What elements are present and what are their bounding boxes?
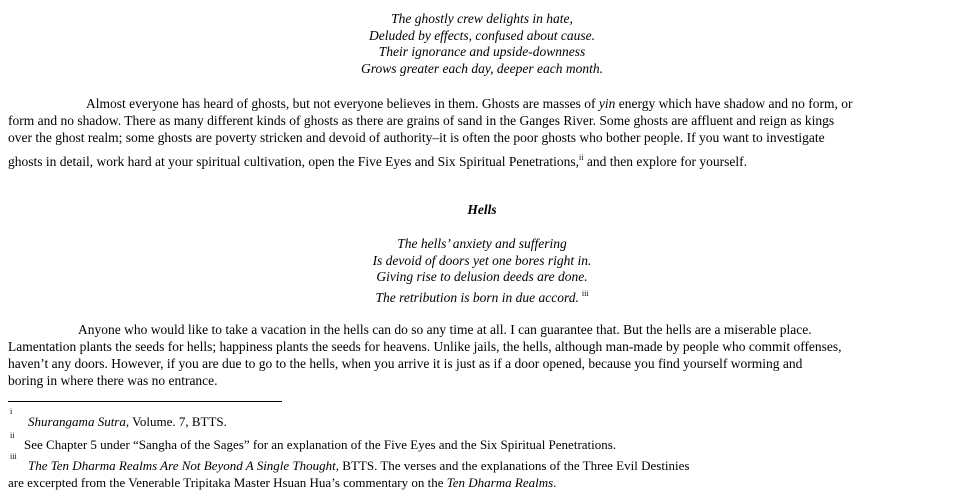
footnote-3-continued: are excerpted from the Venerable Tripitaka Master Hsuan Hua’s commentary on the Ten Dharma Realms. xyxy=(8,475,557,490)
verse-line: The retribution is born in due accord. $^{iii}$ xyxy=(375,288,589,305)
footnote-mark: ii xyxy=(10,431,15,440)
paragraph-line: haven’t any doors. However, if you are due to go to the hells, when you arrive it is just as if a door opened, because you find yourself worming and xyxy=(8,356,803,371)
footnote-2: See Chapter 5 under “Sangha of the Sages” for an explanation of the Five Eyes and the Six Spiritual Penetrations. xyxy=(24,437,617,452)
verse-hells xyxy=(0,236,964,306)
footnote-mark: iii xyxy=(10,452,17,461)
verse-ghosts xyxy=(0,11,964,77)
paragraph-line: over the ghost realm; some ghosts are poverty stricken and devoid of authority–it is often the poor ghosts who bother people. If you want to investigate xyxy=(8,130,825,145)
paragraph-line: Lamentation plants the seeds for hells; happiness plants the seeds for heavens. Unlike jails, the hells, although man-made by people who commit offenses, xyxy=(8,339,842,354)
verse-line: The ghostly crew delights in hate, xyxy=(391,11,573,26)
footnote-divider xyxy=(8,401,282,402)
footnote-1: Shurangama Sutra, Volume. 7, BTTS. xyxy=(28,414,227,429)
footnote-3: The Ten Dharma Realms Are Not Beyond A Single Thought, BTTS. The verses and the explanations of the Three Evil Destinies xyxy=(28,458,690,473)
paragraph-line: form and no shadow. There as many different kinds of ghosts as there are grains of sand in the Ganges River. Some ghosts are affluent and reign as kings xyxy=(8,113,835,128)
paragraph-line: boring in where there was no entrance. xyxy=(8,373,218,388)
verse-line: Their ignorance and upside-downness xyxy=(378,44,586,59)
verse-line: Giving rise to delusion deeds are done. xyxy=(376,269,588,284)
paragraph-line: ghosts in detail, work hard at your spiritual cultivation, open the Five Eyes and Six Spiritual Penetrations,$^{ii}$ and then explore for yourself. xyxy=(8,153,747,169)
paragraph-line: Anyone who would like to take a vacation in the hells can do so any time at all. I can guarantee that. But the hells are a miserable place. xyxy=(78,322,812,337)
footnote-mark: i xyxy=(10,407,13,416)
section-heading: Hells xyxy=(467,202,497,217)
paragraph-line: Almost everyone has heard of ghosts, but not everyone believes in them. Ghosts are masses of yin energy which have shadow and no form, or xyxy=(86,96,853,111)
verse-line: The hells’ anxiety and suffering xyxy=(397,236,567,251)
footnote-ref: iii xyxy=(581,288,589,298)
verse-line: Is devoid of doors yet one bores right in. xyxy=(372,252,592,268)
verse-line: Deluded by effects, confused about cause. xyxy=(368,27,596,43)
footnote-ref: ii xyxy=(579,153,584,162)
verse-line: Grows greater each day, deeper each month. xyxy=(361,60,603,76)
